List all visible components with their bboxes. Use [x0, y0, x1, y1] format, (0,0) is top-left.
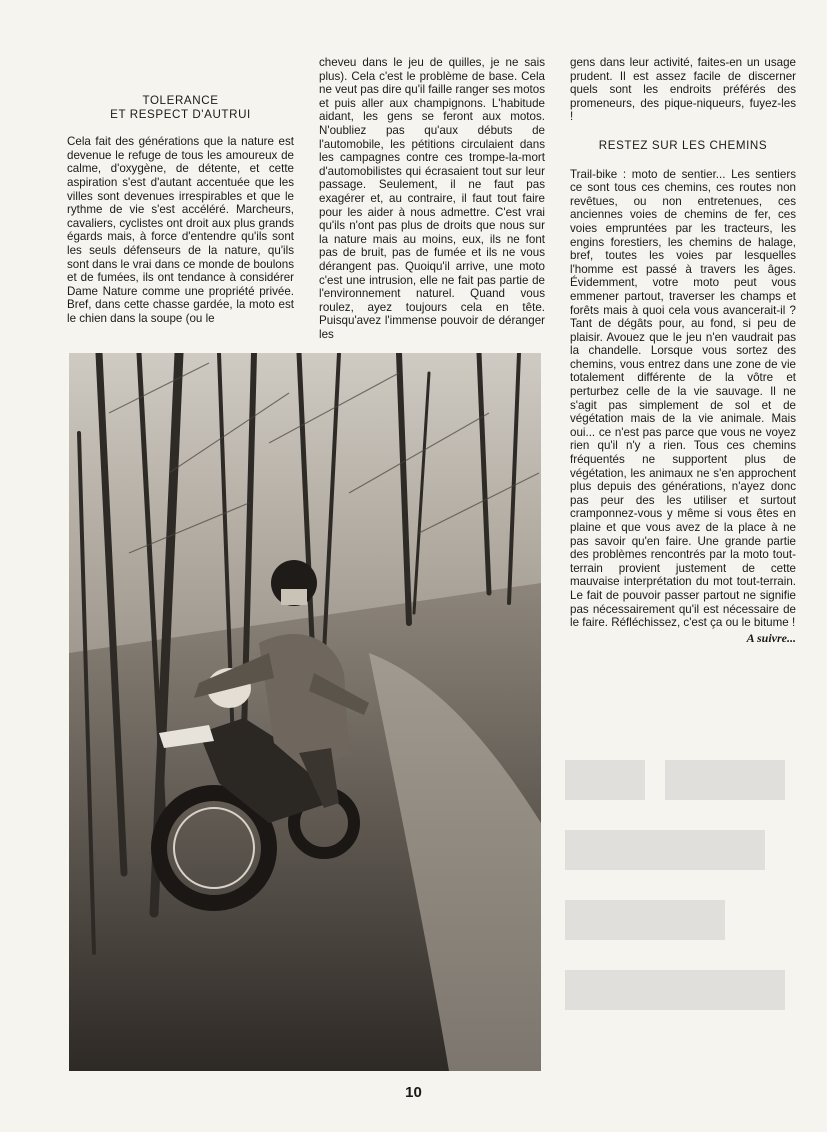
- page-number: 10: [405, 1084, 422, 1101]
- show-through-print: [555, 740, 805, 1040]
- body-paragraph: Trail-bike : moto de sentier... Les sentiers ce sont tous ces chemins, ces routes non revêtues, ou non entretenues, ces anciennes voies de chemins de fer, ces voies empruntées par les tracteurs, les engins forestiers, les chemins de halage, bref, toutes les voies par lesquelles l'homme est passé à travers les âges. Évidemment, votre moto peut vous emmener partout, traverser les champs et forêts mais à quoi cela vous avancerait-il ? Tant de dégâts pour, au fond, si peu de plaisir. Avouez que le jeu n'en vaudrait pas la chandelle. Lorsque vous sortez des chemins, vous entrez dans une zone de vie totalement différente de la vôtre et perturbez celle de la vie sauvage. Il ne s'agit pas simplement de sol et de végétation mais de la vie animale. Mais oui... ce n'est pas parce que vous ne voyez rien qu'il n'y a rien. Tous ces chemins fréquentés ne supportent plus de végétation, les animaux ne s'en approchent plus depuis des générations, n'ayez donc pas peur des les utiliser et surtout cramponnez-vous y même si vous êtes en plaine et que vous avez de la place à ne pas savoir qu'en faire. Une grande partie des problèmes rencontrés par la moto tout-terrain provient justement de cette mauvaise interprétation du mot tout-terrain. Le fait de pouvoir passer partout ne signifie pas nécessairement qu'il est nécessaire de le faire. Réfléchissez, c'est ça ou le bitume !: [570, 167, 796, 630]
- heading-line-1: TOLERANCE: [142, 94, 219, 107]
- column-middle: [319, 56, 545, 341]
- body-paragraph: cheveu dans le jeu de quilles, je ne sais plus). Cela c'est le problème de base. Cela ne veut pas dire qu'il faille ranger ses motos et puis aller aux champignons. L'habitude aidant, les gens se feront aux motos. N'oubliez pas qu'aux débuts de l'automobile, les pétitions circulaient dans les campagnes contre ces trompe-la-mort d'automobilistes qui écrasaient tout sur leur passage. Seulement, il ne faut pas exagérer et, au contraire, il faut tout faire pour les aider à nous admettre. C'est vrai qu'ils n'ont pas plus de droits que nous sur la nature mais au moins, eux, ils ne font pas de bruit, pas de fumée et ils ne vous dérangent pas. Quoiqu'il arrive, une moto c'est une intrusion, elle ne fait pas partie de l'environnement naturel. Quand vous roulez, ayez toujours cela en tête. Puisqu'avez l'immense pouvoir de déranger les: [319, 56, 545, 341]
- column-left: [67, 94, 294, 326]
- continued-marker: A suivre...: [746, 630, 796, 645]
- photo-trail-bike-rider: [69, 353, 541, 1071]
- column-right: [570, 56, 796, 645]
- heading-line-2: ET RESPECT D'AUTRUI: [110, 107, 251, 121]
- body-paragraph: gens dans leur activité, faites-en un usage prudent. Il est assez facile de discerner quels sont les endroits préférés des promeneurs, des pique-niqueurs, fuyez-les !: [570, 56, 796, 124]
- section-heading-tolerance: [67, 94, 294, 121]
- section-heading-chemins: RESTEZ SUR LES CHEMINS: [598, 138, 768, 152]
- body-paragraph: Cela fait des générations que la nature est devenue le refuge de tous les amoureux de calme, d'oxygène, de détente, et cette aspiration s'est d'autant accentuée que les villes sont devenues irrespirables et que le rythme de vie s'est accéléré. Marcheurs, cavaliers, cyclistes ont droit aux plus grands égards mais, à force d'entendre qu'ils sont les seuls défenseurs de la nature, qu'ils sont dans le vrai dans ce monde de boulons et de fumées, ils ont tendance à considérer Dame Nature comme une propriété privée. Bref, dans cette chasse gardée, la moto est le chien dans la soupe (ou le: [67, 135, 294, 325]
